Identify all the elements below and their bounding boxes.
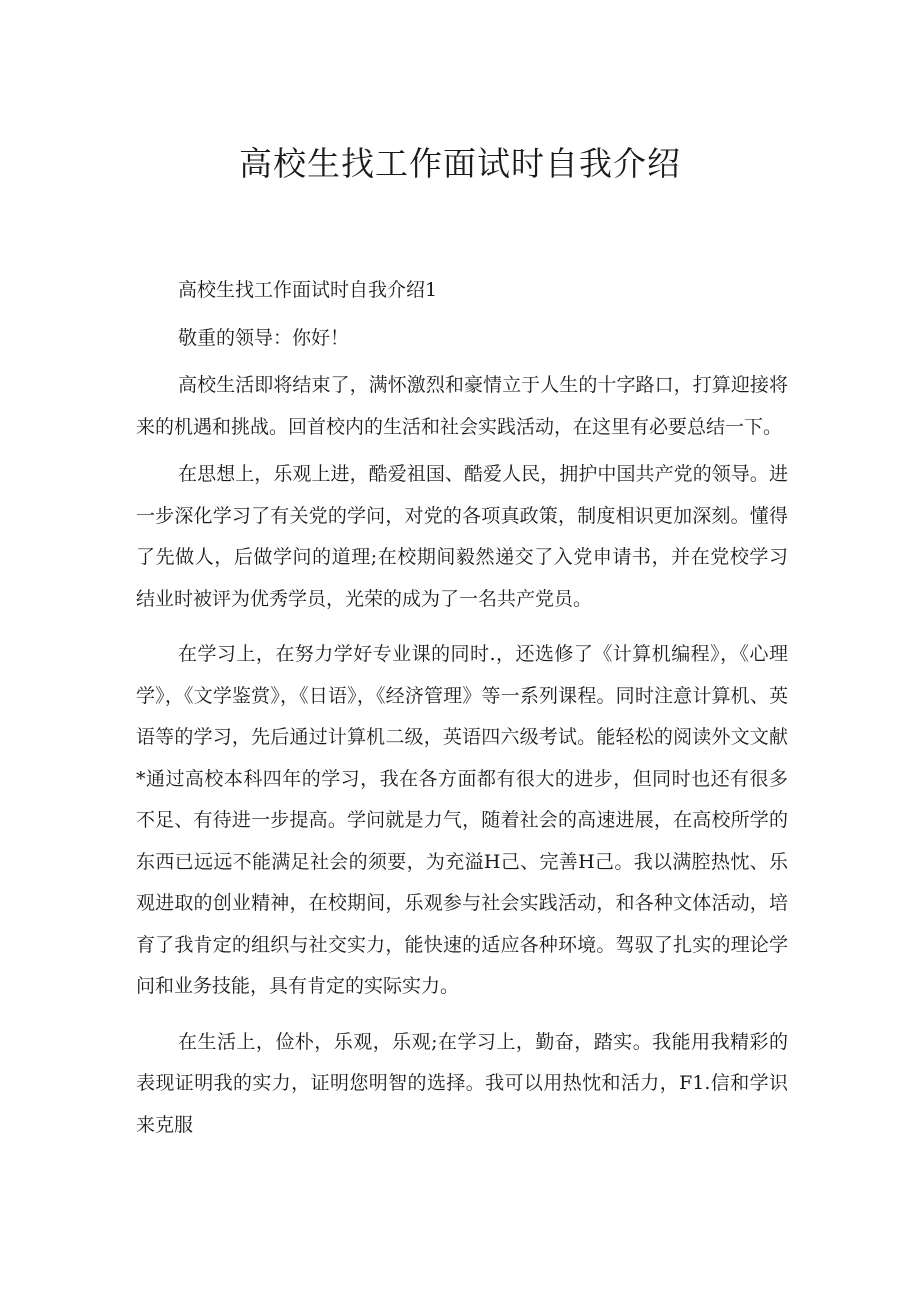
document-title: 高校生找工作面试时自我介绍 xyxy=(239,144,681,183)
paragraph-heading: 高校生找工作面试时自我介绍1 xyxy=(178,279,438,301)
paragraph-greeting: 敬重的领导：你好！ xyxy=(178,326,350,349)
document-body xyxy=(136,270,788,1146)
paragraph-study: 在学习上，在努力学好专业课的同时.，还选修了《计算机编程》，《心理学》，《文学鉴赏》，《日语》，《经济管理》等一系列课程。同时注意计算机、英语等的学习，先后通过计算机二级，英语四六级考试。能轻松的阅读外文文献*通过高校本科四年的学习，我在各方面都有很大的进步，但同时也还有很多不足、有待进一步提高。学问就是力气，随着社会的高速进展，在高校所学的东西已远远不能满足社会的须要，为充溢H己、完善H己。我以满腔热忱、乐观进取的创业精神，在校期间，乐观参与社会实践活动，和各种文体活动，培育了我肯定的组织与社交实力，能快速的适应各种环境。驾驭了扎实的理论学问和业务技能，具有肯定的实际实力。 xyxy=(136,643,788,997)
paragraph-intro: 高校生活即将结束了，满怀激烈和豪情立于人生的十字路口，打算迎接将来的机遇和挑战。回首校内的生活和社会实践活动，在这里有必要总结一下。 xyxy=(136,374,788,438)
paragraph-thought: 在思想上，乐观上进，酷爱祖国、酷爱人民，拥护中国共产党的领导。进一步深化学习了有关党的学问，对党的各项真政策，制度相识更加深刻。懂得了先做人，后做学问的道理;在校期间毅然递交了入党申请书，并在党校学习结业时被评为优秀学员，光荣的成为了一名共产党员。 xyxy=(136,463,788,610)
paragraph-life: 在生活上，俭朴，乐观，乐观;在学习上，勤奋，踏实。我能用我精彩的表现证明我的实力，证明您明智的选择。我可以用热忱和活力，F1.信和学识来克服 xyxy=(136,1030,788,1136)
